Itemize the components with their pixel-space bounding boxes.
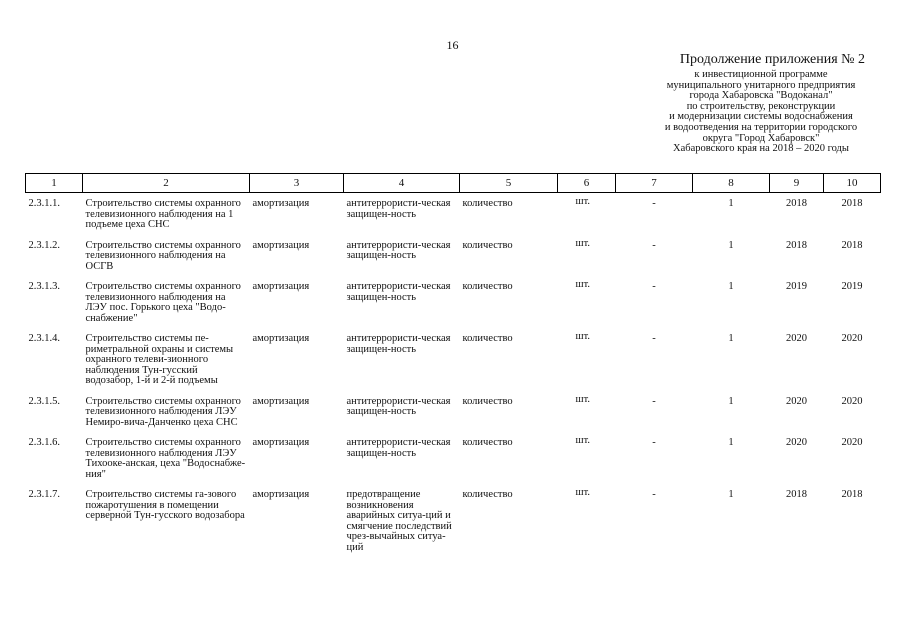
value-col-7: - [652, 489, 656, 500]
value-col-7: - [652, 437, 656, 448]
project-name: Строительство системы охранного телевизионного наблюдения на ОСГВ [85, 239, 241, 272]
project-goal: антитеррористи-ческая защищен-ность [346, 198, 451, 220]
row-number: 2.3.1.6. [28, 437, 60, 448]
column-header: 6 [558, 174, 616, 193]
indicator-name: количество [462, 395, 513, 407]
unit-of-measure: шт. [575, 487, 591, 498]
value-col-8: 1 [728, 281, 734, 292]
end-year: 2020 [841, 333, 863, 344]
project-name: Строительство системы пе-риметральной охраны и системы охранного телеви-зионного наблюдения Тун-гусский водозабор, 1-й и 2-й подъемы [85, 333, 234, 386]
value-col-7: - [652, 239, 656, 251]
table-row [26, 484, 881, 557]
project-goal: антитеррористи-ческая защищен-ность [346, 239, 451, 261]
row-number: 2.3.1.4. [28, 333, 60, 344]
end-year: 2018 [841, 198, 863, 209]
indicator-name: количество [462, 489, 513, 500]
indicator-name: количество [462, 239, 513, 251]
row-number: 2.3.1.1. [28, 198, 60, 209]
end-year: 2019 [841, 281, 863, 292]
project-goal: антитеррористи-ческая защищен-ность [346, 333, 451, 355]
value-col-8: 1 [728, 437, 734, 448]
unit-of-measure: шт. [575, 331, 591, 342]
appendix-subtitle [630, 70, 892, 155]
start-year: 2020 [786, 437, 807, 448]
value-col-7: - [652, 395, 656, 407]
start-year: 2020 [786, 395, 807, 407]
column-header: 7 [616, 174, 693, 193]
column-header: 3 [250, 174, 344, 193]
column-header: 9 [770, 174, 824, 193]
value-col-7: - [652, 198, 656, 209]
value-col-8: 1 [728, 198, 734, 209]
unit-of-measure: шт. [575, 435, 591, 446]
table-row [26, 432, 881, 484]
subtitle-line: и модернизации системы водоснабжения [669, 111, 853, 123]
end-year: 2018 [841, 489, 863, 500]
value-col-8: 1 [728, 489, 734, 500]
project-name: Строительство системы охранного телевизионного наблюдения на ЛЭУ пос. Горького цеха "Водо-снабжение" [85, 281, 241, 324]
subtitle-line: муниципального унитарного предприятия [666, 79, 856, 91]
table-header-row [26, 174, 881, 193]
start-year: 2018 [786, 489, 807, 500]
funding-source: амортизация [252, 489, 310, 500]
project-name: Строительство системы охранного телевизионного наблюдения на 1 подъеме цеха СНС [85, 198, 241, 230]
column-header: 1 [26, 174, 83, 193]
project-name: Строительство системы охранного телевизионного наблюдения ЛЭУ Немиро-вича-Данченко цеха СНС [85, 395, 241, 428]
value-col-8: 1 [728, 395, 734, 407]
project-goal: антитеррористи-ческая защищен-ность [346, 437, 451, 459]
unit-of-measure: шт. [575, 237, 591, 249]
funding-source: амортизация [252, 395, 310, 407]
value-col-8: 1 [728, 333, 734, 344]
unit-of-measure: шт. [575, 393, 591, 405]
table-row [26, 328, 881, 391]
indicator-name: количество [462, 281, 513, 292]
row-number: 2.3.1.5. [28, 395, 60, 407]
indicator-name: количество [462, 437, 513, 448]
start-year: 2018 [786, 239, 807, 251]
value-col-7: - [652, 281, 656, 292]
funding-source: амортизация [252, 281, 310, 292]
funding-source: амортизация [252, 437, 310, 448]
subtitle-line: Хабаровского края на 2018 – 2020 годы [673, 143, 849, 155]
column-header: 10 [824, 174, 881, 193]
subtitle-line: к инвестиционной программе [694, 69, 828, 80]
value-col-7: - [652, 333, 656, 344]
end-year: 2020 [841, 437, 863, 448]
table-row [26, 276, 881, 328]
start-year: 2019 [786, 281, 807, 292]
column-header: 8 [693, 174, 770, 193]
indicator-name: количество [462, 333, 513, 344]
table-row [26, 193, 881, 235]
project-name: Строительство системы охранного телевизионного наблюдения ЛЭУ Тихооке-анская, цеха "Водоснабже-ния" [85, 437, 246, 480]
table-row [26, 235, 881, 277]
start-year: 2018 [786, 198, 807, 209]
funding-source: амортизация [252, 198, 310, 209]
column-header: 2 [83, 174, 250, 193]
unit-of-measure: шт. [575, 279, 591, 290]
row-number: 2.3.1.7. [28, 489, 60, 500]
column-header: 5 [460, 174, 558, 193]
investment-table [25, 173, 881, 557]
start-year: 2020 [786, 333, 807, 344]
subtitle-line: по строительству, реконструкции [686, 100, 836, 112]
table-row [26, 391, 881, 433]
project-name: Строительство системы га-зового пожаротушения в помещении серверной Тун-гусского водозабора [85, 489, 245, 521]
unit-of-measure: шт. [575, 196, 591, 207]
value-col-8: 1 [728, 239, 734, 251]
indicator-name: количество [462, 198, 513, 209]
row-number: 2.3.1.3. [28, 281, 60, 292]
subtitle-line: округа "Город Хабаровск" [702, 132, 820, 144]
row-number: 2.3.1.2. [28, 239, 60, 251]
project-goal: антитеррористи-ческая защищен-ность [346, 281, 451, 303]
column-header: 4 [344, 174, 460, 193]
funding-source: амортизация [252, 239, 310, 251]
appendix-title: Продолжение приложения № 2 [679, 52, 865, 67]
project-goal: антитеррористи-ческая защищен-ность [346, 395, 451, 417]
subtitle-line: и водоотведения на территории городского [664, 121, 858, 133]
page-number: 16 [446, 38, 459, 52]
end-year: 2018 [841, 239, 863, 251]
subtitle-line: города Хабаровска "Водоканал" [689, 90, 833, 102]
end-year: 2020 [841, 395, 863, 407]
project-goal: предотвращение возникновения аварийных ситуа-ций и смягчение последствий чрез-вычайных ситуа-ций [346, 489, 452, 553]
funding-source: амортизация [252, 333, 310, 344]
